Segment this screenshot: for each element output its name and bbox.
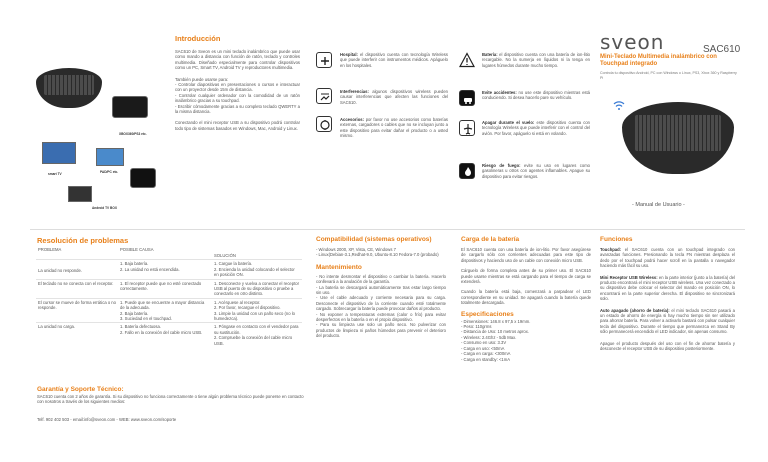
cause-item: 2. Fallo en la conexión del cable micro USB. [120,329,203,335]
smart-tv-image [42,142,76,164]
solution-item: 1. Póngase en contacto con el vendedor para su sustitución. [214,324,299,335]
cover-title-line2: Touchpad integrado [600,61,658,67]
caption-pad-pc: PAD/PC etc. [100,170,119,174]
functions-section [600,236,735,352]
battery-paragraph: Cárguelo de forma completa antes de su primer uso. El SAC610 puede usarse mientras se está cargando para el tiempo de carga se extenderá. [461,268,591,285]
warning-title: Batería: [482,52,498,57]
compat-item: - Windows 2000, XP, Vista, CE, Windows 7 [316,247,396,252]
fold-divider [30,229,745,230]
manual-label: - Manual de Usuario - [632,202,685,208]
warranty-section [37,386,305,422]
solution-cell [212,298,302,323]
solution-item: 1. Desconecte y vuelva a conectar el receptor USB al puerto de su dispositivo o pruebe a conectarlo en otro distinto. [214,280,299,297]
battery-paragraph: Cuando la batería está baja, comenzará a parpadear el LED correspondiente en su unidad. Se apagará cuando la batería quede totalmente descargada. [461,289,591,306]
caption-android-box: Android TV BOX [92,206,117,210]
intro-paragraph-2-heading: También puede usarse para: [175,76,229,82]
troubleshooting-title: Resolución de problemas [37,236,129,245]
warranty-text: SAC610 cuenta con 2 años de garantía. Si su dispositivo no funciona correctamente o tiene algún problema técnico puede ponerse en contacto con nosotros a través de los siguientes medios: [37,394,304,405]
table-header: POSIBLE CAUSA [118,246,212,260]
warning-battery [482,52,590,68]
caption-xbox: XBOX360/PS3 etc. [119,132,147,136]
warning-flight [482,120,590,136]
warranty-title: Garantía y Soporte Técnico: [37,386,124,393]
spec-item: - Carga en carga: <300mA [461,351,511,357]
table-header: SOLUCIÓN [212,246,302,260]
function-item [600,341,735,352]
table-row [36,279,302,298]
solution-item: 1. Acérquese al receptor. [214,299,261,305]
battery-title: Carga de la batería [461,236,520,243]
accessories-icon [316,116,332,132]
problem-cell: El teclado no se conecta con el receptor. [36,279,118,298]
usage-text: por favor no use accesorios como baterías externas, cargadores o cables que no se incluyan junto a este dispositivo para evitar dañar el producto o a usted mismo. [340,117,448,139]
function-title: Mini Receptor USB Wireless: [600,274,658,280]
problem-cell: La unidad no responde. [38,268,83,274]
table-row [36,323,302,347]
cause-item: 1. Puede que se encuentre a mayor distancia de la adecuada. [120,299,205,311]
maint-title: Mantenimiento [316,263,362,271]
intro-title: Introducción [175,34,221,43]
intro-paragraph-1: SAC610 de Sveon es un mini teclado inalámbrico que puede usar como mando a distancia con función de ratón, teclado y controles multimedia. Diseñado especialmente para controlar dispositivos como un PC, Smart TV, Android TV y reproductores multimedia. [175,49,300,71]
function-title: Touchpad: [600,247,622,252]
warning-title: Apagar durante el vuelo: [482,120,535,125]
intro-paragraph-3: Conectando el mini receptor USB a su dispositivo podrá controlar todo tipo de sistemas basados en Windows, Mac, Android y Linux. [175,120,300,131]
function-text: el mini teclado SAC610 pasará a un estado de ahorro de energía si hay mucho tiempo sin ser utilizado para ahorrar batería. Para volver a activarlo bastará con pulsar cualquier tecla del dispositivo. Durante el tiempo que permanezca en Stand By sólo permanecerá encendido el LED indicador, sin apenas consumo. [600,307,735,335]
interference-icon [316,88,332,104]
usage-hospital [340,52,448,68]
usage-title: Accesorios: [340,117,364,122]
warning-text: el dispositivo cuenta con una batería de ion-litio recargable. No la sumerja en líquidos ni la tenga en lugares húmedos durante mucho tiempo. [482,52,590,68]
table-header: PROBLEMA [36,246,118,260]
cause-cell [118,323,212,347]
intro-item: - Controlar diapositivas en presentaciones o cursos e interactuar con un proyector desde 15m de distancia. [175,82,300,93]
caption-smart-tv: smart TV [48,172,62,176]
solution-item: 2. Compruebe la conexión del cable micro USB. [214,335,293,346]
cover-compat: Controla tu dispositivo Android, PC con Windows o Linux, PS3, Xbox 360 y Raspberry Pi [600,71,737,80]
spec-item: - Consumo en uso: 3.3V [461,340,507,346]
solution-item: 1. Cargue la batería. [214,261,253,267]
solution-cell [212,279,302,298]
warning-icon [459,52,475,68]
fire-icon [459,163,475,179]
table-row [36,260,302,279]
function-item [600,275,735,302]
maint-item: - La batería se descargará automáticamente tras estar largo tiempo sin uso. [316,284,446,296]
problem-cell: El cursor se mueve de forma errática o no responde. [36,298,118,323]
cause-item: 1. Baja batería. [120,261,149,267]
sveon-logo: sveon [600,30,665,54]
function-text: el SAC610 cuenta con un touchpad integrado con avanzadas funciones. Presionando la tecla FN mientras desplaza el dedo por el touchpad podrá hacer scroll en la pantalla o navegador haciendo más fácil su uso. [600,247,735,269]
table-row [36,298,302,323]
warning-text: este dispositivo cuenta con tecnología Wireless que puede interferir con el control del avión. Por favor, apáguelo si está en volando. [482,120,590,136]
solution-item: 3. Limpie la unidad con un paño seco (no lo humedezca). [214,310,296,322]
pad-pc-image [96,148,124,166]
warranty-contact: Telf. 902 402 503 - email:info@sveon.com - WEB: www.sveon.com/soporte [37,416,177,422]
cover-title-line1: Mini-Teclado Multimedia inalámbrico con [600,54,717,60]
cause-cell [118,298,212,323]
spec-item: - Carga en uso: <50mA [461,345,505,351]
solution-cell [212,260,302,279]
intro-item: - Escribir cómodamente gracias a su completo teclado QWERTY a la misma distancia. [175,103,300,115]
keyboard-image [36,68,102,108]
car-icon [459,90,475,106]
usage-title: Interferencias: [340,89,369,94]
cause-item: 1. El receptor puede que no esté conectado correctamente. [120,280,202,292]
maint-item: - Use el cable adecuado y corriente necesaria para su carga. Desconecte el dispositivo de la corriente cuando esté totalmente cargado. Sobrecargar la batería puede provocar daños al producto. [316,295,446,312]
plane-icon [459,120,475,136]
spec-item: - Distancia de Uso: 10 metros aprox. [461,329,529,335]
functions-title: Funciones [600,236,633,243]
function-item [600,308,735,335]
spec-item: - Peso: 110grms [461,324,492,330]
maint-item: - No intente desmontar el dispositivo o cambiar la batería. Hacerlo conllevará a la anulación de la garantía. [316,273,446,285]
function-item [600,247,735,269]
intro-item: - Controlar cualquier ordenador con la comodidad de un ratón inalámbrico gracias a su touchpad. [175,92,300,104]
spec-item: - Wireless: 2.4Ghz - 5db Max. [461,334,517,340]
warning-title: Riesgo de fuego: [482,163,521,168]
usage-text: algunos dispositivos wireless pueden causar interferencias que afecten las funciones del SAC610. [340,89,448,105]
cause-cell [118,260,212,279]
troubleshooting-table [36,246,302,347]
problem-cell: La unidad no carga. [36,323,118,347]
android-box-image [130,168,156,188]
specs-title: Especificaciones [461,310,514,318]
cover-keyboard-image [622,102,734,174]
warning-accidents [482,90,590,101]
console-image [112,96,148,118]
spec-item: - Carga en standby: <1mA [461,356,510,362]
function-title: Auto apagado (ahorro de batería): [600,307,670,313]
warning-title: Evite accidentes: [482,90,517,95]
solution-item: 2. Por favor, recargue el dispositivo. [214,305,281,311]
hospital-icon [316,52,332,68]
warning-fire [482,163,590,179]
warning-text: evite su uso en lugares como gasolineras u otros con agentes inflamables. Apague su dispositivo para evitar riesgos. [482,163,591,179]
compat-item: - Linux(Debian-3.1,Redhat-9.0, Ubuntu-8.10 Fedora-7.0 (probado) [316,252,439,258]
tablet-image [68,186,92,202]
cause-item: 2. La unidad no está encendida. [120,266,180,272]
usage-interference [340,89,448,105]
solution-cell [212,323,302,347]
usage-text: el dispositivo cuenta con tecnología Wireless que puede interferir con instrumentos médicos. Apáguelo en los hospitales. [340,52,448,68]
usage-title: Hospital: [340,52,358,57]
cause-cell [118,279,212,298]
warning-text: no use este dispositivo mientras está conduciendo. Si desea hacerlo pare su vehículo. [482,90,590,101]
compat-title: Compatibilidad (sistemas operativos) [316,236,432,243]
battery-paragraph: El SAC610 cuenta con una batería de ion-litio. Por favor asegúrese de cargarlo sólo con corrientes adecuadas para este tipo de dispositivos y haciendo uso de un cable con conexión micro USB. [461,247,591,263]
model-name: SAC610 [703,44,741,55]
cause-item: 1. Batería defectuosa. [120,324,161,330]
wireless-icon [612,98,626,112]
maint-item: - No exponer a temperaturas extremas (calor o frío) para evitar desperfectos en la batería o en el propio dispositivo. [316,311,446,323]
battery-section [461,236,591,362]
spec-item: - Dimensiones: 146.8 x 97,5 x 19mm. [461,318,531,324]
cause-item: 3. Suciedad en el touchpad. [120,316,172,322]
compat-section [316,236,446,339]
intro-section [175,34,300,131]
function-text: en la parte interior (junto a la batería) del producto encontrará el mini receptor USB wireless. Una vez conectado a su dispositivo debe colocar el selector del mando en posición ON, lo encontrará en la parte superior derecha. El dispositivo se sincronizará solo. [600,274,736,302]
maint-item: - Para su limpieza use solo un paño seco. No pulverizar con productos de limpieza ni paños húmedos para prevenir el deterioro del producto. [316,322,446,339]
usage-accessories [340,117,448,139]
solution-item: 2. Encienda la unidad colocando el selector en posición ON. [214,266,295,278]
cause-item: 2. Baja batería. [120,310,149,316]
function-text: Apague el producto después del uso con el fin de ahorrar batería y desconecte el receptor USB de su dispositivo posteriormente. [600,340,735,352]
